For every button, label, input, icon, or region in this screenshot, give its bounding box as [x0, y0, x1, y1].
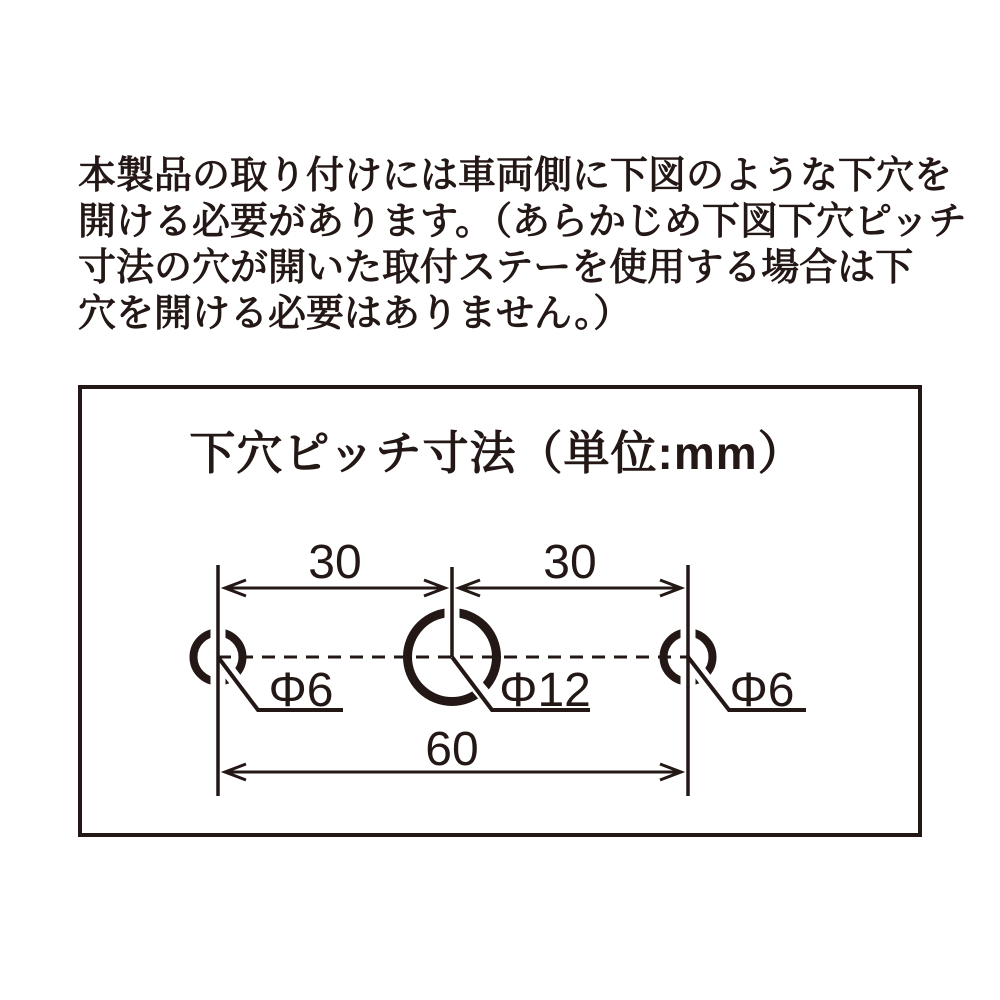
- dim-label-right-pitch: 30: [543, 536, 597, 589]
- diagram-title: 下穴ピッチ寸法（単位:mm）: [189, 427, 805, 479]
- hole-label-left: Φ6: [268, 664, 334, 717]
- hole-label-center: Φ12: [499, 664, 591, 717]
- intro-paragraph: [78, 153, 966, 337]
- intro-line-1: 本製品の取り付けには車両側に下図のような下穴を: [78, 155, 953, 197]
- intro-line-3: 寸法の穴が開いた取付ステーを使用する場合は下: [78, 247, 914, 289]
- intro-line-4: 穴を開ける必要はありません。）: [78, 293, 632, 335]
- hole-label-right: Φ6: [729, 664, 795, 717]
- dim-label-total: 60: [425, 723, 479, 776]
- intro-line-2: 開ける必要があります。（あらかじめ下図下穴ピッチ: [78, 201, 967, 243]
- dim-label-left-pitch: 30: [308, 536, 362, 589]
- pitch-diagram: [78, 385, 922, 837]
